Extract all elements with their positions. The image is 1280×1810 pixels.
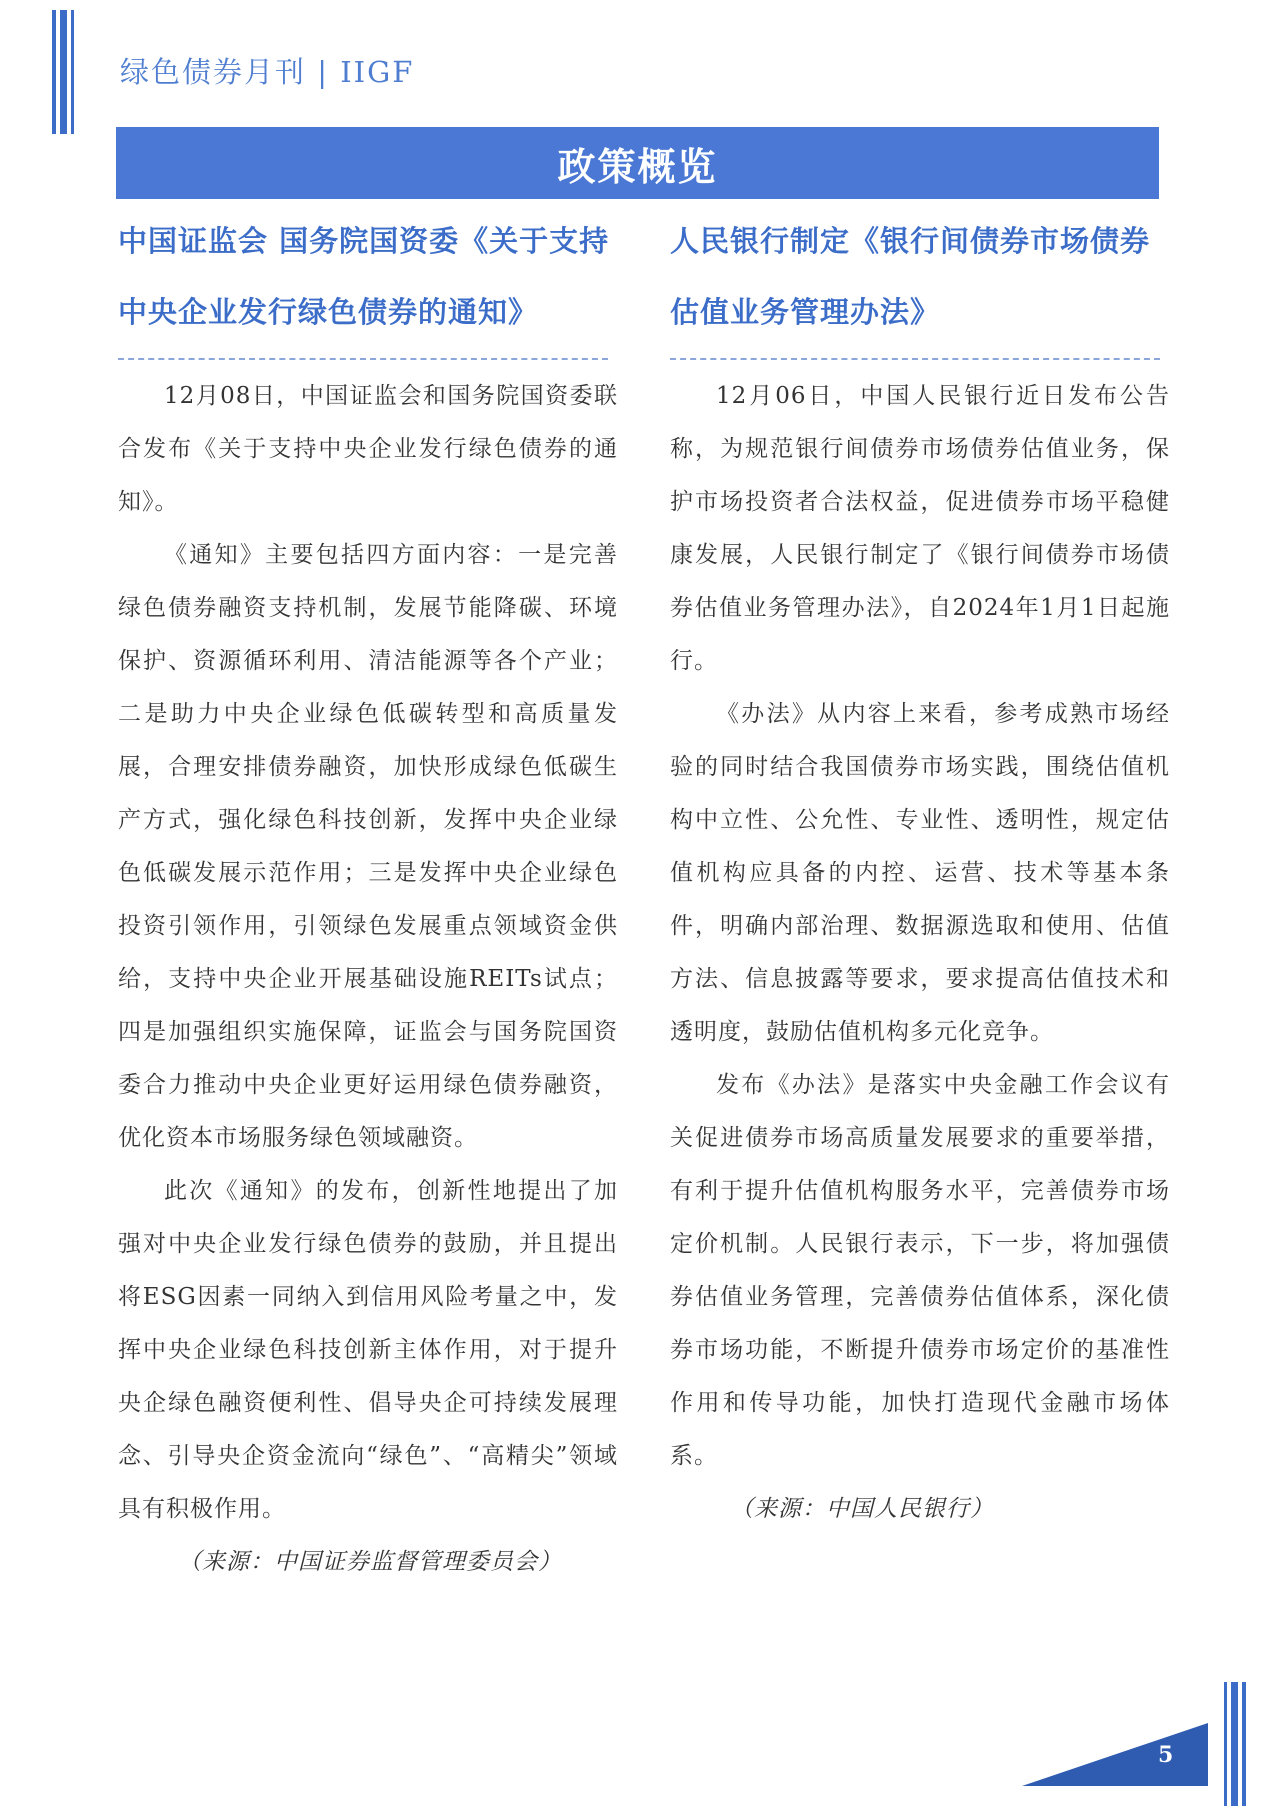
page-corner-triangle: [1022, 1723, 1208, 1786]
article-paragraph: 此次《通知》的发布，创新性地提出了加强对中央企业发行绿色债券的鼓励，并且提出将ESG因素一同纳入到信用风险考量之中，发挥中央企业绿色科技创新主体作用，对于提升央企绿色融资便利性、倡导央企可持续发展理念、引导央企资金流向“绿色”、“高精尖”领域具有积极作用。: [118, 1178, 618, 1522]
page-number: 5: [1158, 1742, 1174, 1768]
article-paragraph: 12月06日，中国人民银行近日发布公告称，为规范银行间债券市场债券估值业务，保护市场投资者合法权益，促进债券市场平稳健康发展，人民银行制定了《银行间债券市场债券估值业务管理办法》，自2024年1月1日起施行。: [670, 383, 1170, 674]
article-paragraph: 发布《办法》是落实中央金融工作会议有关促进债券市场高质量发展要求的重要举措，有利于提升估值机构服务水平，完善债券市场定价机制。人民银行表示，下一步，将加强债券估值业务管理，完善债券估值体系，深化债券市场功能，不断提升债券市场定价的基准性作用和传导功能，加快打造现代金融市场体系。: [670, 1072, 1170, 1469]
left-article: [118, 206, 618, 1589]
article-headline: 人民银行制定《银行间债券市场债券估值业务管理办法》: [670, 224, 1151, 329]
article-source: （来源：中国人民银行）: [730, 1496, 994, 1522]
article-paragraph: 《办法》从内容上来看，参考成熟市场经验的同时结合我国债券市场实践，围绕估值机构中立性、公允性、专业性、透明性，规定估值机构应具备的内控、运营、技术等基本条件，明确内部治理、数据源选取和使用、估值方法、信息披露等要求，要求提高估值技术和透明度，鼓励估值机构多元化竞争。: [670, 701, 1170, 1045]
article-source: （来源：中国证券监督管理委员会）: [178, 1549, 562, 1575]
header-title: 绿色债券月刊 | IIGF: [120, 55, 415, 89]
article-paragraph: 《通知》主要包括四方面内容：一是完善绿色债券融资支持机制，发展节能降碳、环境保护、资源循环利用、清洁能源等各个产业；二是助力中央企业绿色低碳转型和高质量发展，合理安排债券融资，加快形成绿色低碳生产方式，强化绿色科技创新，发挥中央企业绿色低碳发展示范作用；三是发挥中央企业绿色投资引领作用，引领绿色发展重点领域资金供给，支持中央企业开展基础设施REITs试点；四是加强组织实施保障，证监会与国务院国资委合力推动中央企业更好运用绿色债券融资，优化资本市场服务绿色领域融资。: [118, 542, 618, 1151]
dashed-divider: [118, 358, 608, 360]
article-paragraph: 12月08日，中国证监会和国务院国资委联合发布《关于支持中央企业发行绿色债券的通知》。: [118, 383, 618, 515]
decorative-top-bars: [52, 10, 92, 134]
section-banner: [116, 127, 1159, 199]
dashed-divider: [670, 358, 1160, 360]
section-title: 政策概览: [557, 143, 718, 189]
decorative-bottom-bars: [1224, 1682, 1264, 1806]
right-article: [670, 206, 1170, 1536]
article-headline: 中国证监会 国务院国资委《关于支持中央企业发行绿色债券的通知》: [118, 224, 610, 329]
